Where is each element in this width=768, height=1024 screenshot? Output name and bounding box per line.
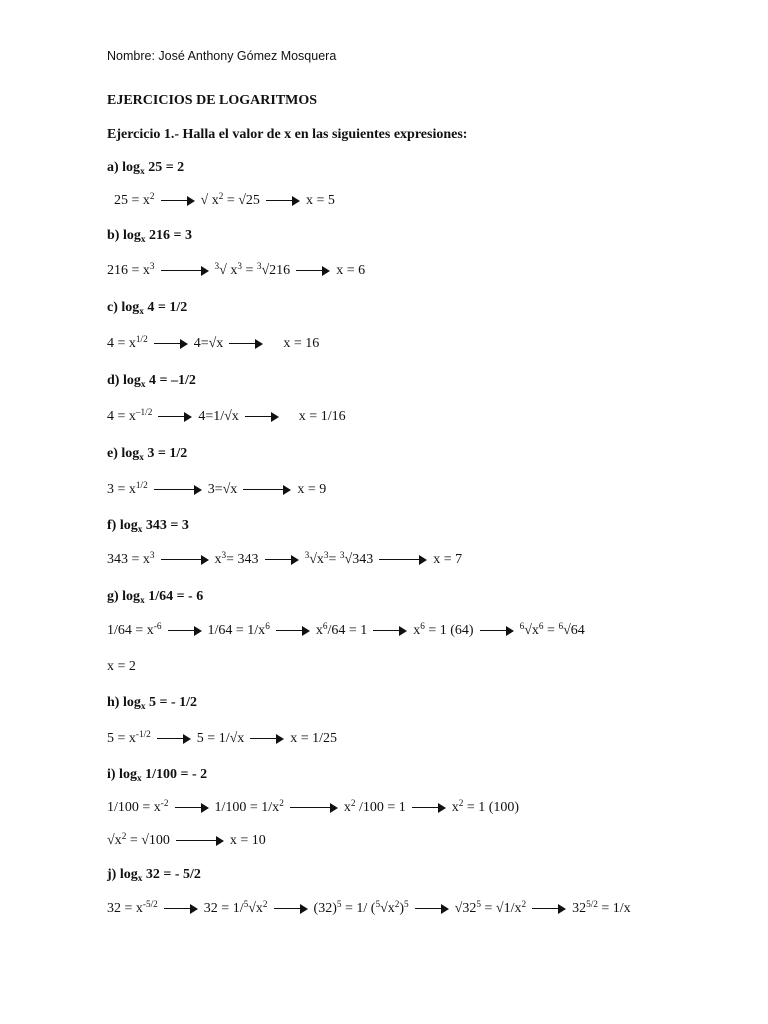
arrow-icon (250, 734, 284, 744)
arrow-icon (412, 803, 446, 813)
item-f-solution: $343 = x^3$ $x^3= 343$ $^3√x^3= ^3√343$ x = 7 (107, 549, 463, 567)
item-b-heading: b) $\log_x 216 = 3$ (107, 228, 192, 244)
item-c-heading: c) $\log_x 4 = 1/2$ (107, 300, 188, 316)
arrow-icon (154, 339, 188, 349)
arrow-icon (532, 904, 566, 914)
arrow-icon (415, 904, 449, 914)
arrow-icon (175, 803, 209, 813)
arrow-icon (164, 904, 198, 914)
arrow-icon (176, 836, 224, 846)
item-g-result: x = 2 (107, 659, 136, 674)
item-j-solution: $32 = x^{-5/2}$ $32 = 1/^5√x^2$ $(32)^5 = 1/$ $(^5√x^2)^5$ $√32^5 = √1/x^2$ $32^{5/2} = 1/x$ (107, 898, 631, 916)
item-g-solution: $1/64 = x^{-6}$ $1/64 = 1/x^6$ $x^6/64 = 1$ $x^6 = 1$ (64) $^6√x^6 = ^6√64$ (107, 620, 585, 638)
arrow-icon (161, 196, 195, 206)
item-d-heading: d) $\log_x 4 = -1/2$ (107, 373, 196, 389)
item-f-heading: f) $\log_x 343 = 3$ (107, 518, 189, 534)
arrow-icon (229, 339, 263, 349)
page-title: EJERCICIOS DE LOGARITMOS (107, 93, 318, 108)
item-d-solution: $4 = x^{-1/2}$ 4=1/√x x = 1/16 (107, 406, 346, 424)
item-i-heading: i) $\log_x 1/100$ = - 2 (107, 767, 208, 783)
item-g-heading: g) $\log_x 1/64$ = - 6 (107, 589, 204, 605)
item-a-heading: a) $\log_x 25 = 2$ (107, 160, 185, 176)
arrow-icon (290, 803, 338, 813)
arrow-icon (276, 626, 310, 636)
arrow-icon (245, 412, 279, 422)
exercise-statement: Ejercicio 1.- Halla el valor de x en las siguientes expresiones: (107, 127, 468, 142)
arrow-icon (373, 626, 407, 636)
item-h-heading: h) $\log_x 5$ = - 1/2 (107, 695, 197, 711)
arrow-icon (161, 555, 209, 565)
arrow-icon (379, 555, 427, 565)
item-e-solution: $3 = x^{1/2}$ 3=√x x = 9 (107, 479, 327, 497)
item-h-solution: $5 = x^{-1/2}$ 5 = 1/√x x = 1/25 (107, 728, 338, 746)
item-i-solution-2: $√x^2 = √100$ x = 10 (107, 830, 266, 848)
arrow-icon (265, 555, 299, 565)
arrow-icon (158, 412, 192, 422)
arrow-icon (243, 485, 291, 495)
arrow-icon (274, 904, 308, 914)
item-i-solution: $1/100 = x^{-2}$ $1/100 = 1/x^2$ $x^2$ /100 = 1 $x^2 = 1$ (100) (107, 797, 520, 815)
item-a-solution: $25 = x^2$ √ $x^2 = √25$ x = 5 (114, 190, 335, 208)
item-b-solution: $216 = x^3$ $^3$√ $x^3 = ^3√216$ x = 6 (107, 260, 366, 278)
arrow-icon (157, 734, 191, 744)
arrow-icon (154, 485, 202, 495)
item-e-heading: e) $\log_x 3 = 1/2$ (107, 446, 188, 462)
arrow-icon (296, 266, 330, 276)
item-c-solution: $4 = x^{1/2}$ 4=√x x = 16 (107, 333, 320, 351)
student-name: Nombre: José Anthony Gómez Mosquera (107, 49, 337, 63)
arrow-icon (168, 626, 202, 636)
arrow-icon (266, 196, 300, 206)
arrow-icon (161, 266, 209, 276)
arrow-icon (480, 626, 514, 636)
item-j-heading: j) $\log_x 32$ = - 5/2 (107, 867, 201, 883)
